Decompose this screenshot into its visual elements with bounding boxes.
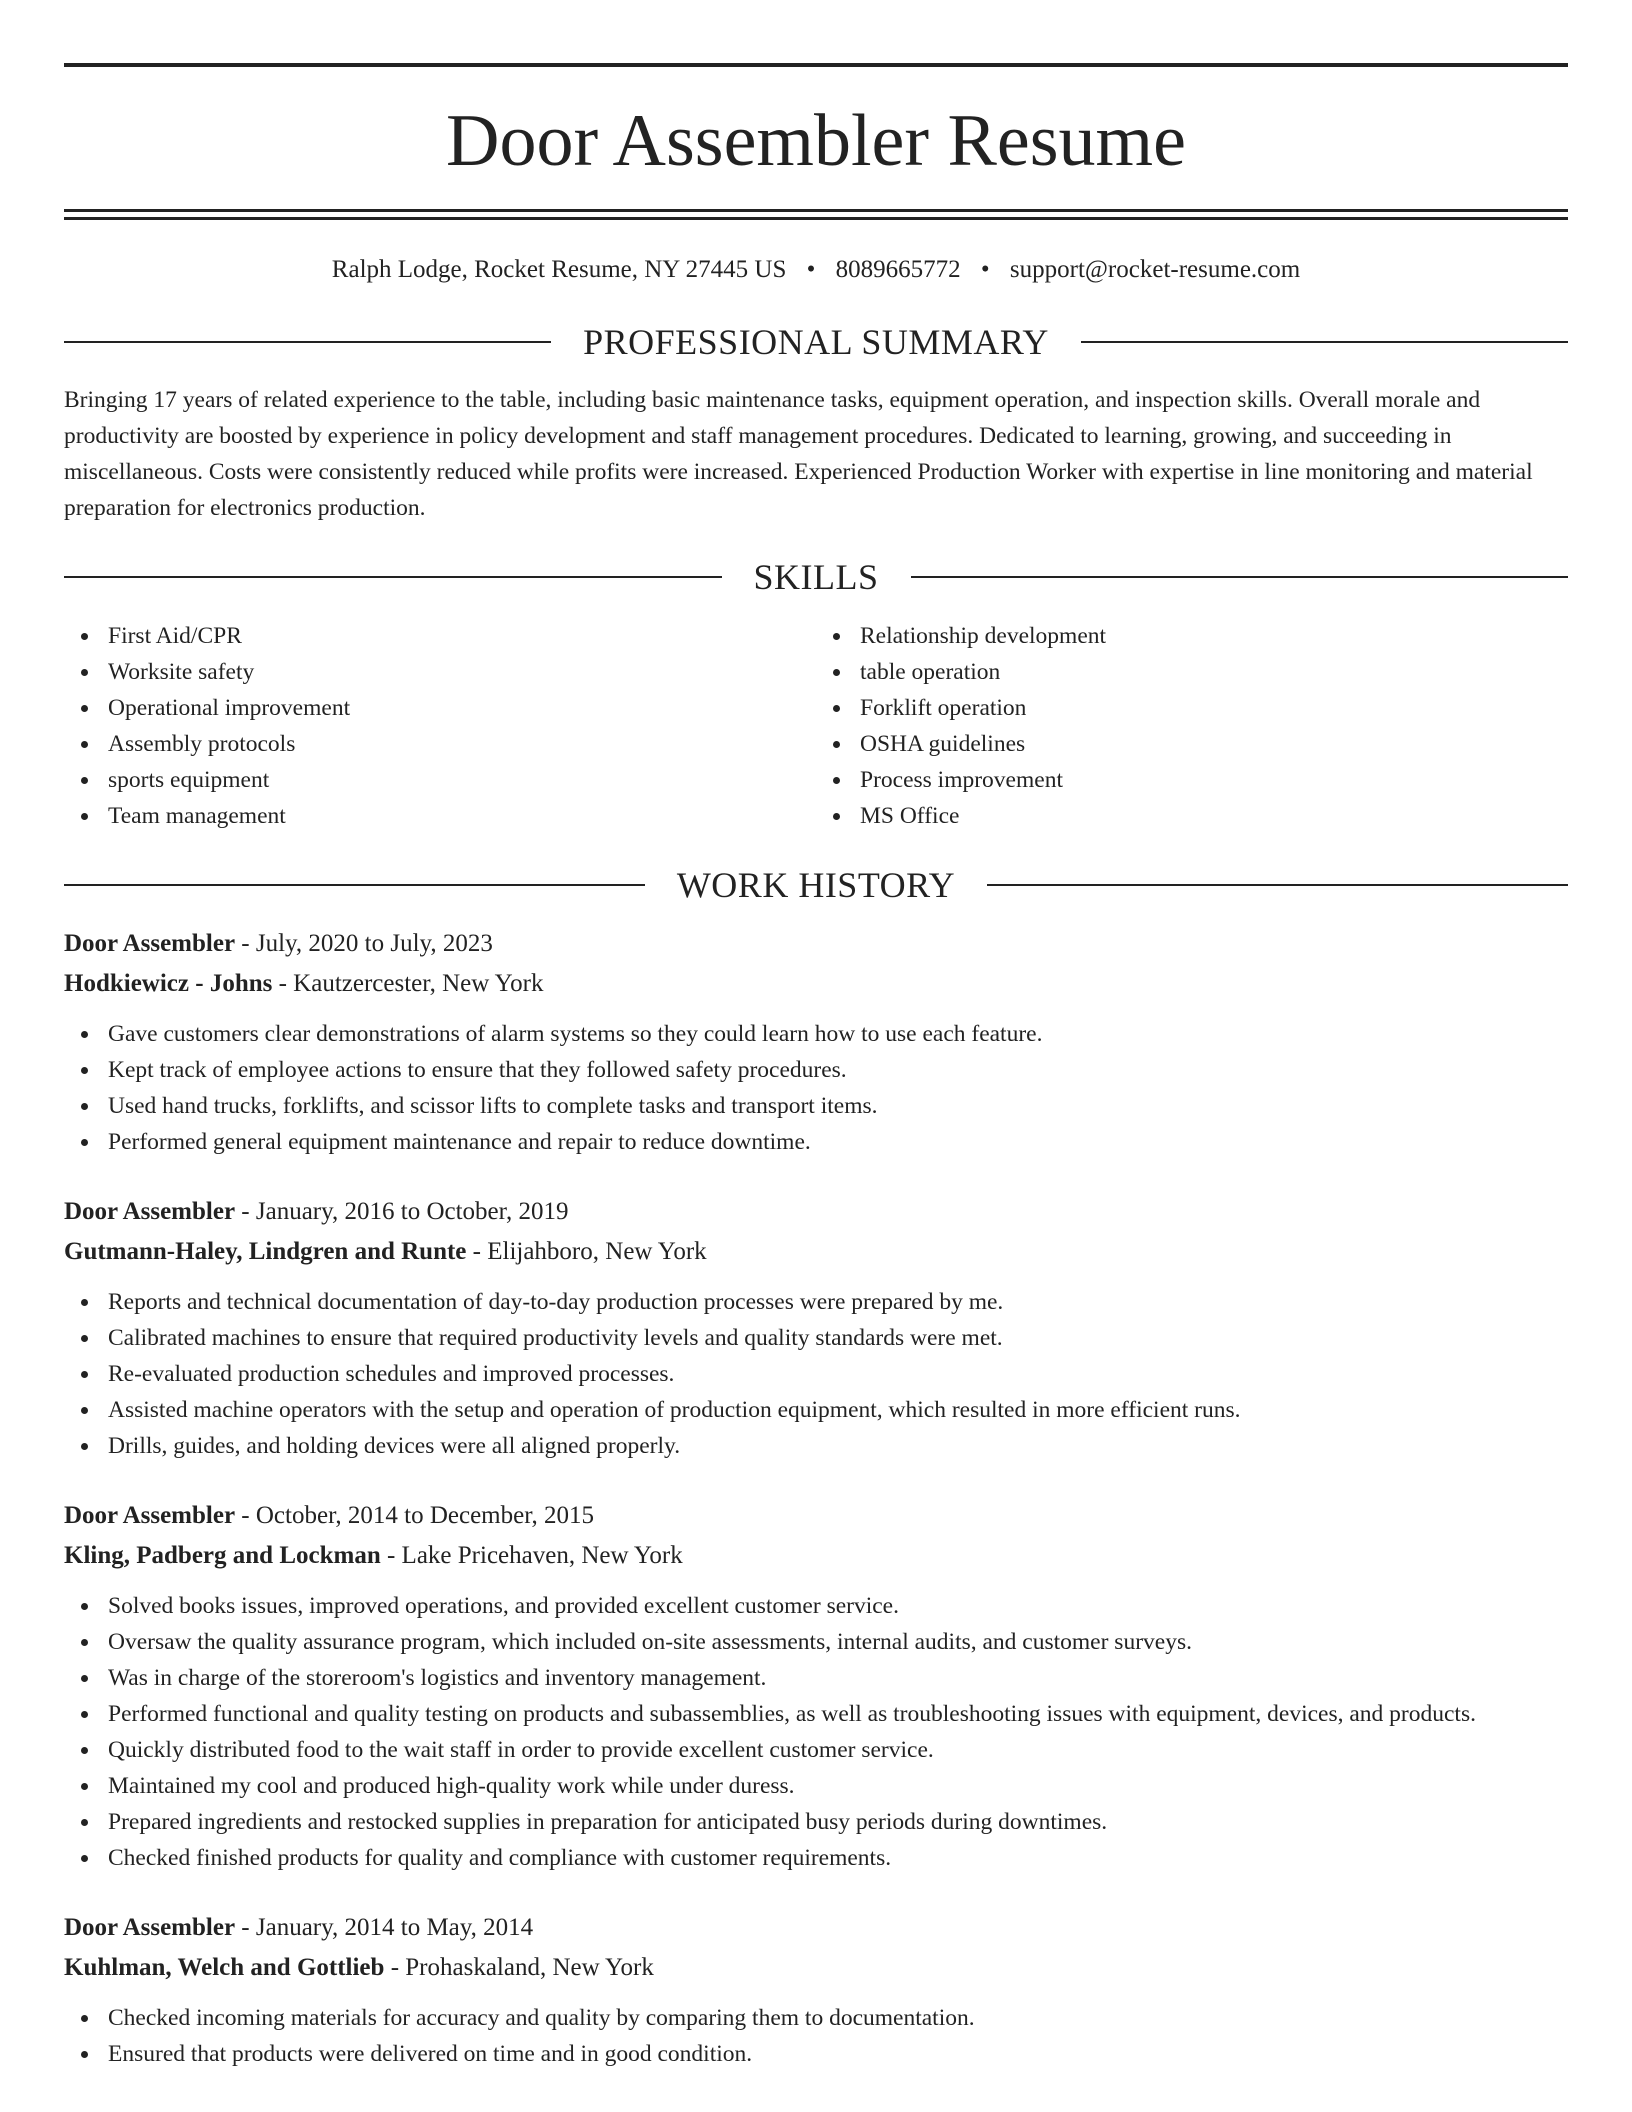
job-dates: - January, 2016 to October, 2019 [235, 1198, 569, 1225]
skill-item: Forklift operation [860, 690, 1568, 726]
contact-line [64, 255, 1568, 285]
job-duty-item: Checked finished products for quality and compliance with customer requirements. [108, 1840, 1568, 1876]
job-duties-list [64, 1284, 1568, 1464]
job-duty-item: Kept track of employee actions to ensure that they followed safety procedures. [108, 1052, 1568, 1088]
skills-list [64, 618, 1568, 834]
job-location: - Prohaskaland, New York [384, 1954, 654, 1981]
skill-item: table operation [860, 654, 1568, 690]
heading-rule [987, 884, 1568, 886]
page-title: Door Assembler Resume [446, 100, 1186, 182]
section-heading-skills [64, 556, 1568, 598]
top-rule [64, 63, 1568, 67]
job-duty-item: Solved books issues, improved operations, and provided excellent customer service. [108, 1588, 1568, 1624]
skills-column-left [64, 618, 816, 834]
job-duty-item: Prepared ingredients and restocked supplies in preparation for anticipated busy periods during downtimes. [108, 1804, 1568, 1840]
job-dates: - January, 2014 to May, 2014 [235, 1914, 534, 1941]
skill-item: OSHA guidelines [860, 726, 1568, 762]
job-duties-list [64, 1016, 1568, 1160]
section-heading-work [64, 864, 1568, 906]
job-duty-item: Ensured that products were delivered on time and in good condition. [108, 2036, 1568, 2072]
skill-item: MS Office [860, 798, 1568, 834]
skill-item: Operational improvement [108, 690, 816, 726]
job-title: Door Assembler [64, 1914, 236, 1941]
job-duty-item: Maintained my cool and produced high-quality work while under duress. [108, 1768, 1568, 1804]
contact-address: Ralph Lodge, Rocket Resume, NY 27445 US [331, 256, 787, 283]
job-company-line [64, 1948, 1568, 1988]
job-duty-item: Used hand trucks, forklifts, and scissor lifts to complete tasks and transport items. [108, 1088, 1568, 1124]
job-duties-list [64, 2000, 1568, 2072]
job-duty-item: Performed functional and quality testing on products and subassemblies, as well as troubleshooting issues with equipment, devices, and products. [108, 1696, 1568, 1732]
heading-rule [64, 884, 645, 886]
contact-separator: • [806, 256, 816, 283]
job-entry [64, 924, 1568, 1160]
job-title: Door Assembler [64, 1502, 236, 1529]
section-heading-summary [64, 321, 1568, 363]
job-company-line [64, 1536, 1568, 1576]
skill-item: Worksite safety [108, 654, 816, 690]
skills-column-right [816, 618, 1568, 834]
skill-item: Assembly protocols [108, 726, 816, 762]
job-duty-item: Was in charge of the storeroom's logistics and inventory management. [108, 1660, 1568, 1696]
job-location: - Elijahboro, New York [466, 1238, 707, 1265]
job-company-line [64, 964, 1568, 1004]
job-company: Hodkiewicz - Johns [64, 970, 273, 997]
section-title: WORK HISTORY [676, 865, 956, 905]
section-title: SKILLS [753, 557, 879, 597]
skill-item: Relationship development [860, 618, 1568, 654]
skill-item: First Aid/CPR [108, 618, 816, 654]
heading-rule [64, 341, 551, 343]
heading-rule [911, 576, 1569, 578]
job-company: Gutmann-Haley, Lindgren and Runte [64, 1238, 467, 1265]
job-entry [64, 1908, 1568, 2072]
summary-paragraph: Bringing 17 years of related experience to the table, including basic maintenance tasks, equipment operation, and inspection skills. Overall morale and productivity are boosted by experience in policy development and staff management procedures. Dedicated to learning, growing, and succeeding in miscellaneous. Costs were consistently reduced while profits were increased. Experienced Production Worker with expertise in line monitoring and material preparation for electronics production. [64, 387, 1533, 521]
skill-item: Team management [108, 798, 816, 834]
contact-email: support@rocket-resume.com [1009, 256, 1301, 283]
job-title-line [64, 924, 1568, 964]
job-duty-item: Performed general equipment maintenance and repair to reduce downtime. [108, 1124, 1568, 1160]
job-title-line [64, 1908, 1568, 1948]
job-duties-list [64, 1588, 1568, 1876]
work-history-list [64, 924, 1568, 2072]
section-title: PROFESSIONAL SUMMARY [583, 322, 1049, 362]
job-title-line [64, 1192, 1568, 1232]
job-duty-item: Checked incoming materials for accuracy and quality by comparing them to documentation. [108, 2000, 1568, 2036]
job-duty-item: Gave customers clear demonstrations of alarm systems so they could learn how to use each feature. [108, 1016, 1568, 1052]
job-location: - Lake Pricehaven, New York [380, 1542, 683, 1569]
resume-page [64, 0, 1568, 2072]
job-company: Kling, Padberg and Lockman [64, 1542, 381, 1569]
heading-rule [1081, 341, 1568, 343]
contact-separator: • [980, 256, 990, 283]
job-title-line [64, 1496, 1568, 1536]
job-entry [64, 1496, 1568, 1876]
job-location: - Kautzercester, New York [272, 970, 544, 997]
contact-phone: 8089665772 [835, 256, 961, 283]
job-title: Door Assembler [64, 1198, 236, 1225]
job-dates: - October, 2014 to December, 2015 [235, 1502, 595, 1529]
job-duty-item: Re-evaluated production schedules and improved processes. [108, 1356, 1568, 1392]
job-company-line [64, 1232, 1568, 1272]
job-duty-item: Assisted machine operators with the setup and operation of production equipment, which resulted in more efficient runs. [108, 1392, 1568, 1428]
job-duty-item: Reports and technical documentation of day-to-day production processes were prepared by me. [108, 1284, 1568, 1320]
job-duty-item: Oversaw the quality assurance program, which included on-site assessments, internal audits, and customer surveys. [108, 1624, 1568, 1660]
skill-item: Process improvement [860, 762, 1568, 798]
job-company: Kuhlman, Welch and Gottlieb [64, 1954, 385, 1981]
job-duty-item: Calibrated machines to ensure that required productivity levels and quality standards were met. [108, 1320, 1568, 1356]
heading-rule [64, 576, 722, 578]
job-entry [64, 1192, 1568, 1464]
job-duty-item: Quickly distributed food to the wait staff in order to provide excellent customer service. [108, 1732, 1568, 1768]
job-dates: - July, 2020 to July, 2023 [235, 930, 493, 957]
job-title: Door Assembler [64, 930, 236, 957]
title-double-rule [64, 209, 1568, 220]
job-duty-item: Drills, guides, and holding devices were all aligned properly. [108, 1428, 1568, 1464]
skill-item: sports equipment [108, 762, 816, 798]
